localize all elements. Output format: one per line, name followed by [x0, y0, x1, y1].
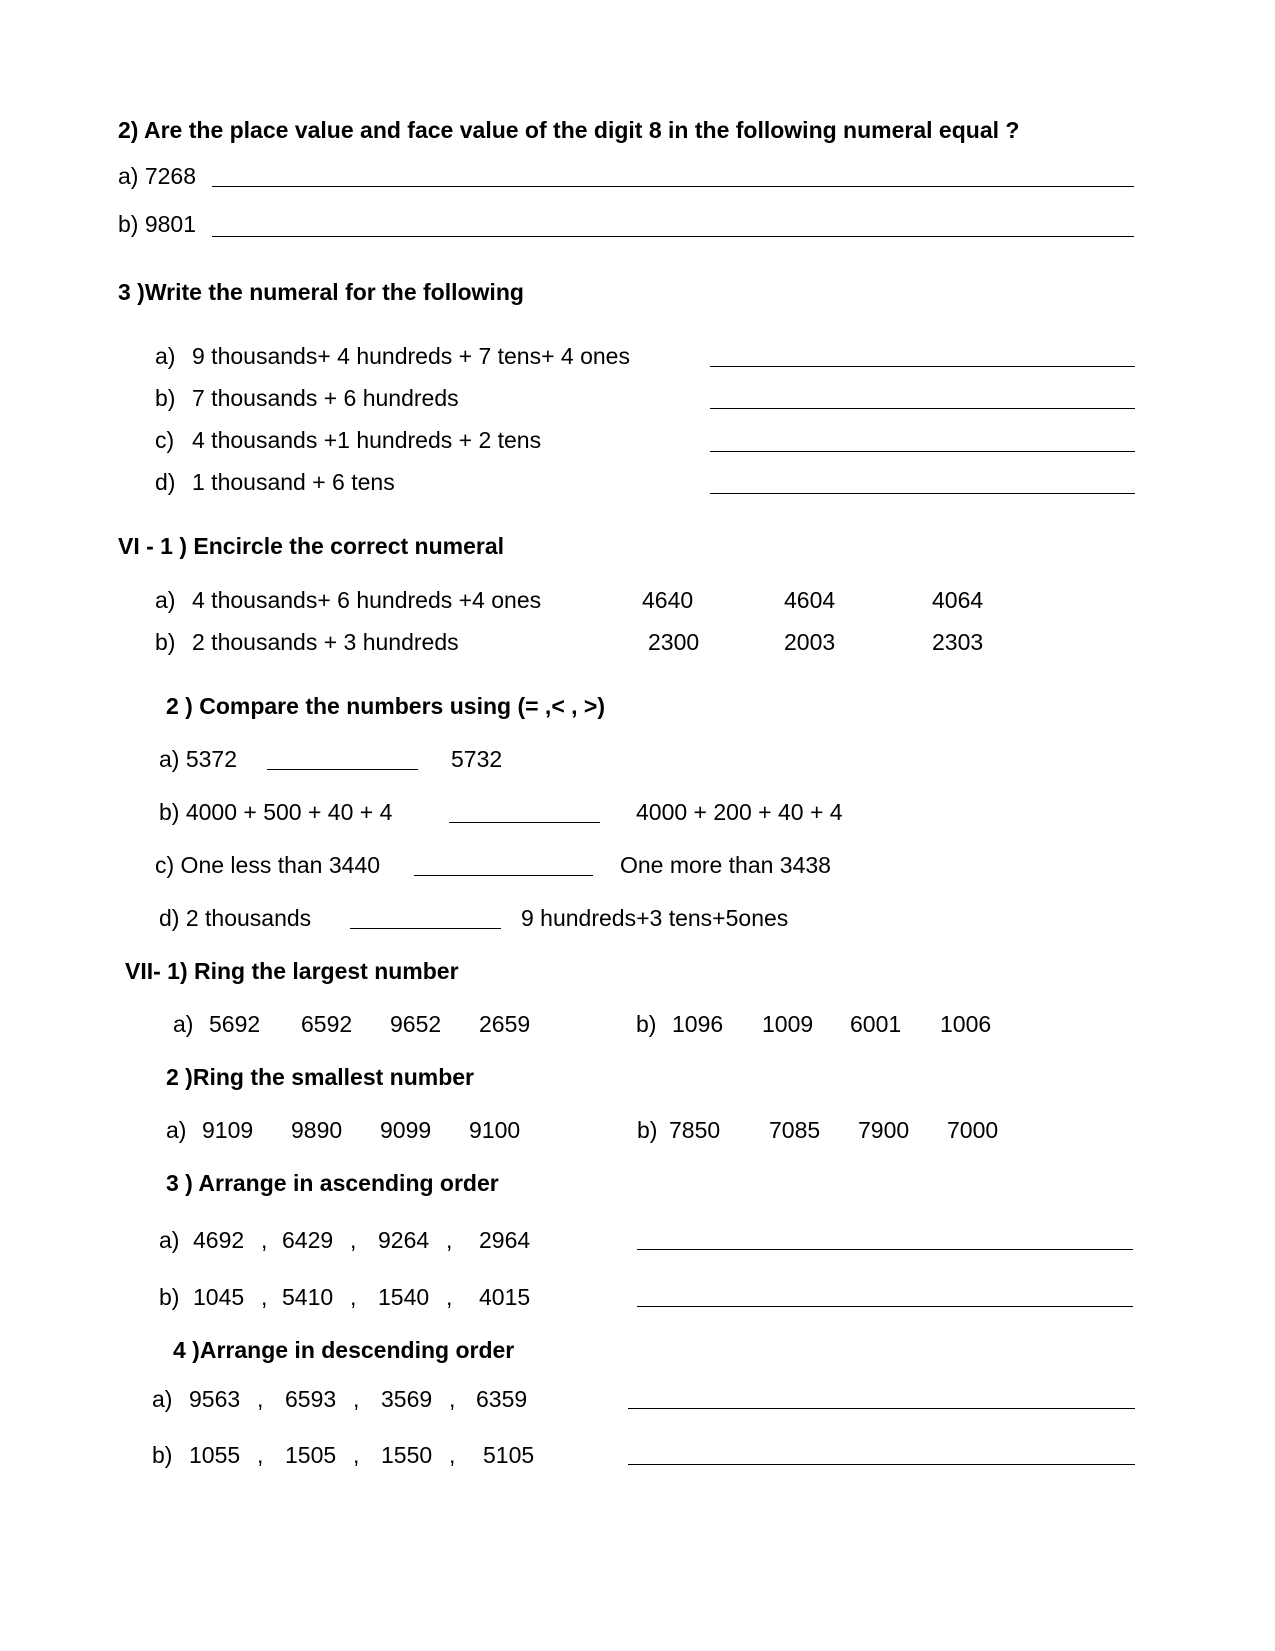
vii4-item-a-letter: a) — [152, 1386, 173, 1412]
vii2-b-number[interactable]: 7000 — [947, 1117, 999, 1143]
q3-item-c-letter: c) — [155, 427, 175, 453]
q3-item-b-text: 7 thousands + 6 hundreds — [192, 385, 459, 411]
vii1-a-number[interactable]: 6592 — [301, 1011, 353, 1037]
q3-item-c-answer-line[interactable] — [710, 451, 1135, 452]
vii3-item-a-number: 9264 — [378, 1227, 430, 1253]
vii2-heading: 2 )Ring the smallest number — [166, 1064, 475, 1090]
vi2-item-c-right: One more than 3438 — [620, 852, 831, 878]
vii3-item-b-number: 4015 — [479, 1284, 531, 1310]
vii2-a-letter: a) — [166, 1117, 187, 1143]
vii2-a-number[interactable]: 9099 — [380, 1117, 432, 1143]
vii4-item-b-number: 5105 — [483, 1442, 535, 1468]
vii1-heading: VII- 1) Ring the largest number — [125, 958, 459, 984]
vii3-item-a-comma: , — [261, 1227, 268, 1253]
vii3-item-b-number: 1045 — [193, 1284, 245, 1310]
q2-item-b-answer-line[interactable] — [212, 236, 1134, 237]
vii3-item-a-comma: , — [446, 1227, 453, 1253]
vii4-heading: 4 )Arrange in descending order — [173, 1337, 515, 1363]
vi1-item-b-text: 2 thousands + 3 hundreds — [192, 629, 459, 655]
vii1-b-number[interactable]: 1096 — [672, 1011, 724, 1037]
vii4-item-a-number: 9563 — [189, 1386, 241, 1412]
vii4-item-b-number: 1505 — [285, 1442, 337, 1468]
vi1-item-a-option[interactable]: 4604 — [784, 587, 836, 613]
q3-item-a-letter: a) — [155, 343, 176, 369]
vii2-b-number[interactable]: 7850 — [669, 1117, 721, 1143]
q2-item-a-label: a) 7268 — [118, 163, 197, 189]
q3-item-c-text: 4 thousands +1 hundreds + 2 tens — [192, 427, 542, 453]
vii1-a-number[interactable]: 5692 — [209, 1011, 261, 1037]
vii3-item-a-comma: , — [350, 1227, 357, 1253]
vi1-item-a-option[interactable]: 4640 — [642, 587, 694, 613]
vii3-item-b-answer-line[interactable] — [637, 1306, 1133, 1307]
vii1-b-number[interactable]: 1009 — [762, 1011, 814, 1037]
vii4-item-a-comma: , — [257, 1386, 264, 1412]
vi2-item-c-answer-line[interactable] — [414, 875, 593, 876]
vi1-item-b-option[interactable]: 2300 — [648, 629, 700, 655]
q3-item-d-answer-line[interactable] — [710, 493, 1135, 494]
vi2-item-a-answer-line[interactable] — [267, 769, 418, 770]
vii4-item-b-letter: b) — [152, 1442, 173, 1468]
vi1-item-a-option[interactable]: 4064 — [932, 587, 984, 613]
vii4-item-a-comma: , — [449, 1386, 456, 1412]
q3-item-a-answer-line[interactable] — [710, 366, 1135, 367]
vi2-item-b-left: b) 4000 + 500 + 40 + 4 — [159, 799, 393, 825]
vii2-b-number[interactable]: 7900 — [858, 1117, 910, 1143]
vi2-item-a-right: 5732 — [451, 746, 503, 772]
vii4-item-b-number: 1550 — [381, 1442, 433, 1468]
vii1-b-letter: b) — [636, 1011, 657, 1037]
vii3-item-b-number: 5410 — [282, 1284, 334, 1310]
vii3-item-b-comma: , — [261, 1284, 268, 1310]
vi1-item-b-option[interactable]: 2003 — [784, 629, 836, 655]
vi1-heading: VI - 1 ) Encircle the correct numeral — [118, 533, 505, 559]
vii2-b-number[interactable]: 7085 — [769, 1117, 821, 1143]
q3-item-b-answer-line[interactable] — [710, 408, 1135, 409]
vi1-item-a-letter: a) — [155, 587, 176, 613]
vii4-item-a-number: 3569 — [381, 1386, 433, 1412]
vi1-item-b-letter: b) — [155, 629, 176, 655]
vii3-item-a-number: 6429 — [282, 1227, 334, 1253]
vii4-item-a-number: 6359 — [476, 1386, 528, 1412]
vii4-item-b-answer-line[interactable] — [628, 1464, 1135, 1465]
vii1-a-letter: a) — [173, 1011, 194, 1037]
q3-item-d-letter: d) — [155, 469, 176, 495]
vii2-b-letter: b) — [637, 1117, 658, 1143]
vii4-item-a-number: 6593 — [285, 1386, 337, 1412]
vii4-item-b-comma: , — [449, 1442, 456, 1468]
vii4-item-b-number: 1055 — [189, 1442, 241, 1468]
vii3-heading: 3 ) Arrange in ascending order — [166, 1170, 499, 1196]
vii3-item-a-number: 2964 — [479, 1227, 531, 1253]
vii3-item-b-comma: , — [350, 1284, 357, 1310]
vii1-a-number[interactable]: 9652 — [390, 1011, 442, 1037]
vi2-item-d-left: d) 2 thousands — [159, 905, 312, 931]
vii3-item-a-letter: a) — [159, 1227, 180, 1253]
vii4-item-b-comma: , — [353, 1442, 360, 1468]
vii1-a-number[interactable]: 2659 — [479, 1011, 531, 1037]
vii1-b-number[interactable]: 1006 — [940, 1011, 992, 1037]
vii3-item-b-number: 1540 — [378, 1284, 430, 1310]
vii3-item-a-answer-line[interactable] — [637, 1249, 1133, 1250]
vii2-a-number[interactable]: 9100 — [469, 1117, 521, 1143]
q2-item-a-answer-line[interactable] — [212, 186, 1134, 187]
vii2-a-number[interactable]: 9109 — [202, 1117, 254, 1143]
vi2-item-d-answer-line[interactable] — [350, 928, 501, 929]
vi2-heading: 2 ) Compare the numbers using (= ,< , >) — [166, 693, 606, 719]
q2-item-b-label: b) 9801 — [118, 211, 197, 237]
vii3-item-b-comma: , — [446, 1284, 453, 1310]
vi2-item-d-right: 9 hundreds+3 tens+5ones — [521, 905, 789, 931]
vii3-item-a-number: 4692 — [193, 1227, 245, 1253]
vi2-item-b-answer-line[interactable] — [449, 822, 600, 823]
vi2-item-c-left: c) One less than 3440 — [155, 852, 381, 878]
vii4-item-a-comma: , — [353, 1386, 360, 1412]
vii2-a-number[interactable]: 9890 — [291, 1117, 343, 1143]
vii3-item-b-letter: b) — [159, 1284, 180, 1310]
q3-item-a-text: 9 thousands+ 4 hundreds + 7 tens+ 4 ones — [192, 343, 630, 369]
vi1-item-a-text: 4 thousands+ 6 hundreds +4 ones — [192, 587, 542, 613]
vi2-item-a-left: a) 5372 — [159, 746, 238, 772]
vii4-item-a-answer-line[interactable] — [628, 1408, 1135, 1409]
vi2-item-b-right: 4000 + 200 + 40 + 4 — [636, 799, 843, 825]
vii4-item-b-comma: , — [257, 1442, 264, 1468]
q3-heading: 3 )Write the numeral for the following — [118, 279, 524, 305]
vii1-b-number[interactable]: 6001 — [850, 1011, 902, 1037]
q3-item-b-letter: b) — [155, 385, 176, 411]
q3-item-d-text: 1 thousand + 6 tens — [192, 469, 395, 495]
q2-heading: 2) Are the place value and face value of the digit 8 in the following numeral equal ? — [118, 117, 1020, 143]
vi1-item-b-option[interactable]: 2303 — [932, 629, 984, 655]
